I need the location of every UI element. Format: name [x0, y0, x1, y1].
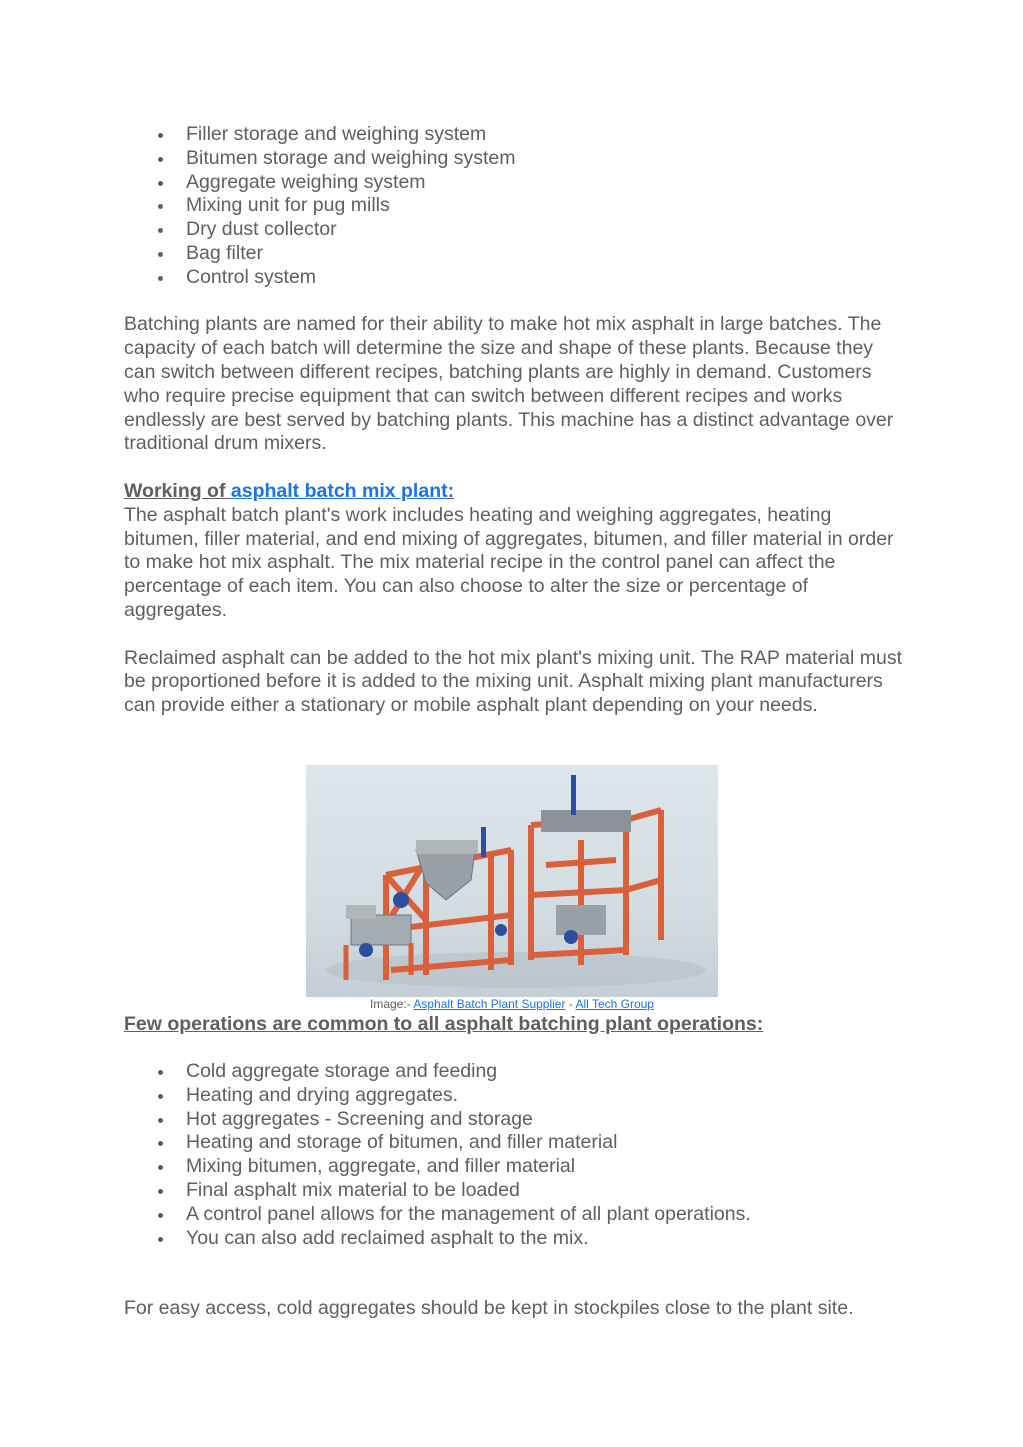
- list-item: Bag filter: [124, 242, 904, 266]
- working-heading-suffix: :: [447, 479, 455, 502]
- image-caption: [306, 997, 718, 1011]
- reclaimed-paragraph: Reclaimed asphalt can be added to the hot mix plant's mixing unit. The RAP material must be proportioned before it is added to the mixing unit. Asphalt mixing plant manufacturers can provide either a stationary or mobile asphalt plant depending on your needs.: [124, 646, 902, 717]
- list-item: Final asphalt mix material to be loaded: [124, 1179, 904, 1203]
- working-paragraph: The asphalt batch plant's work includes heating and weighing aggregates, heating bitumen, filler material, and end mixing of aggregates, bitumen, and filler material in order to make hot mix asphalt. The mix material recipe in the control panel can affect the percentage of each item. You can also choose to alter the size or percentage of aggregates.: [124, 503, 894, 621]
- operations-heading: Few operations are common to all asphalt batching plant operations:: [124, 1013, 764, 1035]
- list-item: Aggregate weighing system: [124, 171, 904, 195]
- asphalt-plant-image: [306, 765, 718, 997]
- list-item: A control panel allows for the management of all plant operations.: [124, 1203, 904, 1227]
- asphalt-batch-plant-supplier-link[interactable]: Asphalt Batch Plant Supplier: [413, 997, 566, 1011]
- all-tech-group-link[interactable]: All Tech Group: [575, 997, 654, 1011]
- working-heading-prefix: Working of: [124, 479, 231, 502]
- caption-prefix: Image:-: [370, 997, 414, 1011]
- list-item: Bitumen storage and weighing system: [124, 147, 904, 171]
- list-item: Heating and storage of bitumen, and filler material: [124, 1131, 904, 1155]
- list-item: Control system: [124, 266, 904, 290]
- list-item: Filler storage and weighing system: [124, 123, 904, 147]
- asphalt-batch-mix-plant-link[interactable]: asphalt batch mix plant: [230, 479, 448, 502]
- list-item: Mixing bitumen, aggregate, and filler material: [124, 1155, 904, 1179]
- list-item: Dry dust collector: [124, 218, 904, 242]
- working-heading: [124, 480, 904, 504]
- list-item: Heating and drying aggregates.: [124, 1084, 904, 1108]
- list-item: Hot aggregates - Screening and storage: [124, 1108, 904, 1132]
- components-list: [124, 123, 904, 290]
- top-content: [124, 123, 904, 718]
- list-item: Mixing unit for pug mills: [124, 194, 904, 218]
- intro-paragraph: Batching plants are named for their ability to make hot mix asphalt in large batches. The capacity of each batch will determine the size and shape of these plants. Because they can switch between different recipes, batching plants are highly in demand. Customers who require precise equipment that can switch between different recipes and works endlessly are best served by batching plants. This machine has a distinct advantage over traditional drum mixers.: [124, 313, 894, 455]
- final-paragraph: For easy access, cold aggregates should be kept in stockpiles close to the plant site.: [124, 1297, 854, 1319]
- operations-list: [124, 1060, 904, 1250]
- list-item: Cold aggregate storage and feeding: [124, 1060, 904, 1084]
- list-item: You can also add reclaimed asphalt to the mix.: [124, 1227, 904, 1251]
- asphalt-plant-illustration: [306, 765, 718, 997]
- caption-separator: -: [565, 997, 576, 1011]
